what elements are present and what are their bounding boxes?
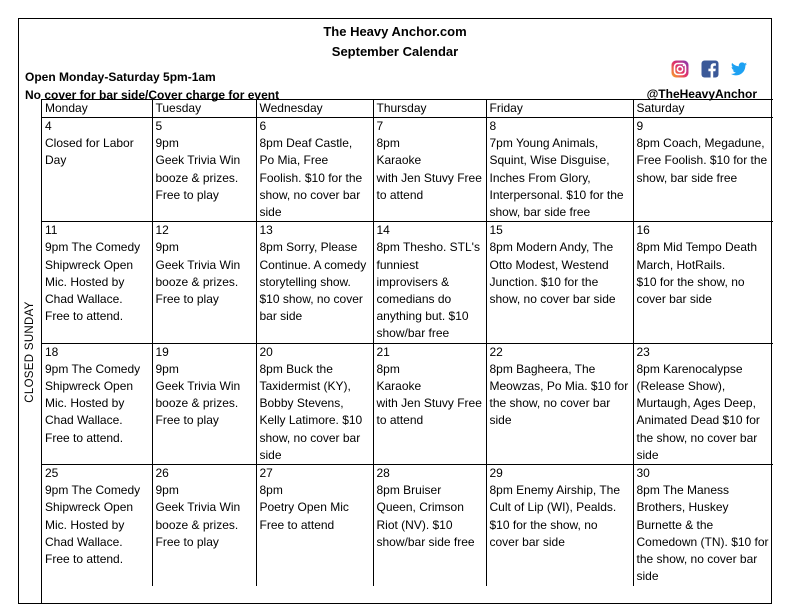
social-handle: @TheHeavyAnchor [646, 87, 757, 101]
day-cell [152, 118, 256, 222]
date-number: 19 [155, 344, 169, 359]
event-text: 9pm The Comedy Shipwreck Open Mic. Hosted by Chad Wallace. Free to attend. [45, 483, 141, 567]
venue-title: The Heavy Anchor.com [323, 24, 467, 39]
day-cell [42, 465, 152, 587]
event-text: 8pm Karenocalypse (Release Show), Murtaugh, Ages Deep, Animated Dead $10 for the show, no cover bar side [636, 361, 760, 462]
calendar-sheet [18, 18, 772, 604]
weekday-wednesday: Wednesday [256, 100, 373, 118]
event-text: 7pm Young Animals, Squint, Wise Disguise, Inches From Glory, Interpersonal. $10 for the show, bar side free [489, 136, 624, 220]
event-text: 8pm Bagheera, The Meowzas, Po Mia. $10 for the show, no cover bar side [489, 361, 629, 428]
weekday-header-row [42, 100, 773, 118]
day-cell [152, 465, 256, 587]
facebook-icon [701, 60, 719, 83]
day-cell [633, 118, 773, 222]
date-number: 21 [376, 344, 390, 359]
date-number: 15 [489, 223, 503, 238]
event-text: 9pm Geek Trivia Win booze & prizes. Free to play [155, 136, 241, 202]
event-text: 8pm Bruiser Queen, Crimson Riot (NV). $10 show/bar side free [376, 483, 475, 549]
event-text: 9pm Geek Trivia Win booze & prizes. Free to play [155, 240, 241, 307]
date-number: 29 [489, 466, 503, 481]
event-text: 8pm Mid Tempo Death March, HotRails. $10 for the show, no cover bar side [636, 240, 758, 307]
instagram-icon [671, 60, 689, 83]
date-number: 22 [489, 344, 503, 359]
closed-sunday-column [19, 99, 42, 604]
weekday-thursday: Thursday [373, 100, 486, 118]
date-number: 23 [636, 344, 650, 359]
day-cell [373, 343, 486, 464]
day-cell [152, 343, 256, 464]
day-cell [256, 465, 373, 587]
date-number: 11 [45, 223, 58, 238]
day-cell [486, 465, 633, 587]
day-cell [373, 118, 486, 222]
weekday-friday: Friday [486, 100, 633, 118]
event-text: 9pm The Comedy Shipwreck Open Mic. Hosted by Chad Wallace. Free to attend. [45, 240, 141, 324]
event-text: 8pm Deaf Castle, Po Mia, Free Foolish. $10 for the show, no cover bar side [259, 136, 363, 220]
calendar-grid [42, 99, 773, 586]
event-text: 8pm Karaoke with Jen Stuvy Free to attend [376, 361, 482, 428]
date-number: 18 [45, 344, 59, 359]
day-cell [633, 465, 773, 587]
day-cell [42, 118, 152, 222]
date-number: 30 [636, 466, 650, 481]
day-cell [42, 222, 152, 343]
date-number: 26 [155, 466, 169, 481]
date-number: 8 [489, 119, 497, 133]
date-number: 28 [376, 466, 390, 481]
week-row [42, 118, 773, 222]
day-cell [486, 222, 633, 343]
date-number: 9 [636, 119, 644, 133]
calendar-title: September Calendar [331, 44, 459, 59]
day-cell [256, 343, 373, 464]
event-text: 9pm Geek Trivia Win booze & prizes. Free to play [155, 483, 241, 549]
week-row [42, 465, 773, 587]
event-text: 8pm Coach, Megadune, Free Foolish. $10 for the show, bar side free [636, 136, 768, 185]
date-number: 12 [155, 223, 169, 238]
day-cell [633, 222, 773, 343]
date-number: 5 [155, 119, 163, 133]
week-row [42, 222, 773, 343]
date-number: 16 [636, 223, 650, 238]
date-number: 27 [259, 466, 273, 481]
event-text: 8pm Buck the Taxidermist (KY), Bobby Stevens, Kelly Latimore. $10 show, no cover bar side [259, 361, 363, 462]
event-text: 8pm Enemy Airship, The Cult of Lip (WI), Pealds. $10 for the show, no cover bar side [489, 483, 621, 549]
day-cell [256, 118, 373, 222]
event-text: 8pm Poetry Open Mic Free to attend [259, 483, 349, 532]
date-number: 14 [376, 223, 390, 238]
event-text: 8pm Karaoke with Jen Stuvy Free to attend [376, 136, 482, 202]
week-row [42, 343, 773, 464]
day-cell [373, 222, 486, 343]
weekday-saturday: Saturday [633, 100, 773, 118]
day-cell [42, 343, 152, 464]
opening-hours: Open Monday-Saturday 5pm-1am [25, 70, 216, 84]
date-number: 20 [259, 344, 273, 359]
closed-sunday-label: CLOSED SUNDAY [24, 300, 36, 403]
date-number: 25 [45, 466, 59, 481]
weekday-tuesday: Tuesday [152, 100, 256, 118]
event-text: 8pm Modern Andy, The Otto Modest, Westend Junction. $10 for the show, no cover bar side [489, 240, 616, 307]
date-number: 6 [259, 119, 267, 133]
event-text: Closed for Labor Day [45, 136, 134, 168]
event-text: 9pm Geek Trivia Win booze & prizes. Free to play [155, 361, 241, 428]
day-cell [256, 222, 373, 343]
cover-note: No cover for bar side/Cover charge for event [25, 88, 280, 102]
event-text: 8pm Sorry, Please Continue. A comedy storytelling show. $10 show, no cover bar side [259, 240, 367, 324]
day-cell [633, 343, 773, 464]
date-number: 4 [45, 119, 52, 133]
date-number: 7 [376, 119, 384, 133]
weekday-monday: Monday [42, 100, 152, 118]
twitter-icon [731, 62, 747, 81]
day-cell [486, 343, 633, 464]
day-cell [152, 222, 256, 343]
day-cell [486, 118, 633, 222]
day-cell [373, 465, 486, 587]
event-text: 8pm The Maness Brothers, Huskey Burnette & the Comedown (TN). $10 for the show, no cover bar side [636, 483, 769, 584]
date-number: 13 [259, 223, 273, 238]
event-text: 8pm Thesho. STL's funniest improvisers & comedians do anything but. $10 show/bar free [376, 240, 480, 341]
event-text: 9pm The Comedy Shipwreck Open Mic. Hosted by Chad Wallace. Free to attend. [45, 361, 141, 445]
